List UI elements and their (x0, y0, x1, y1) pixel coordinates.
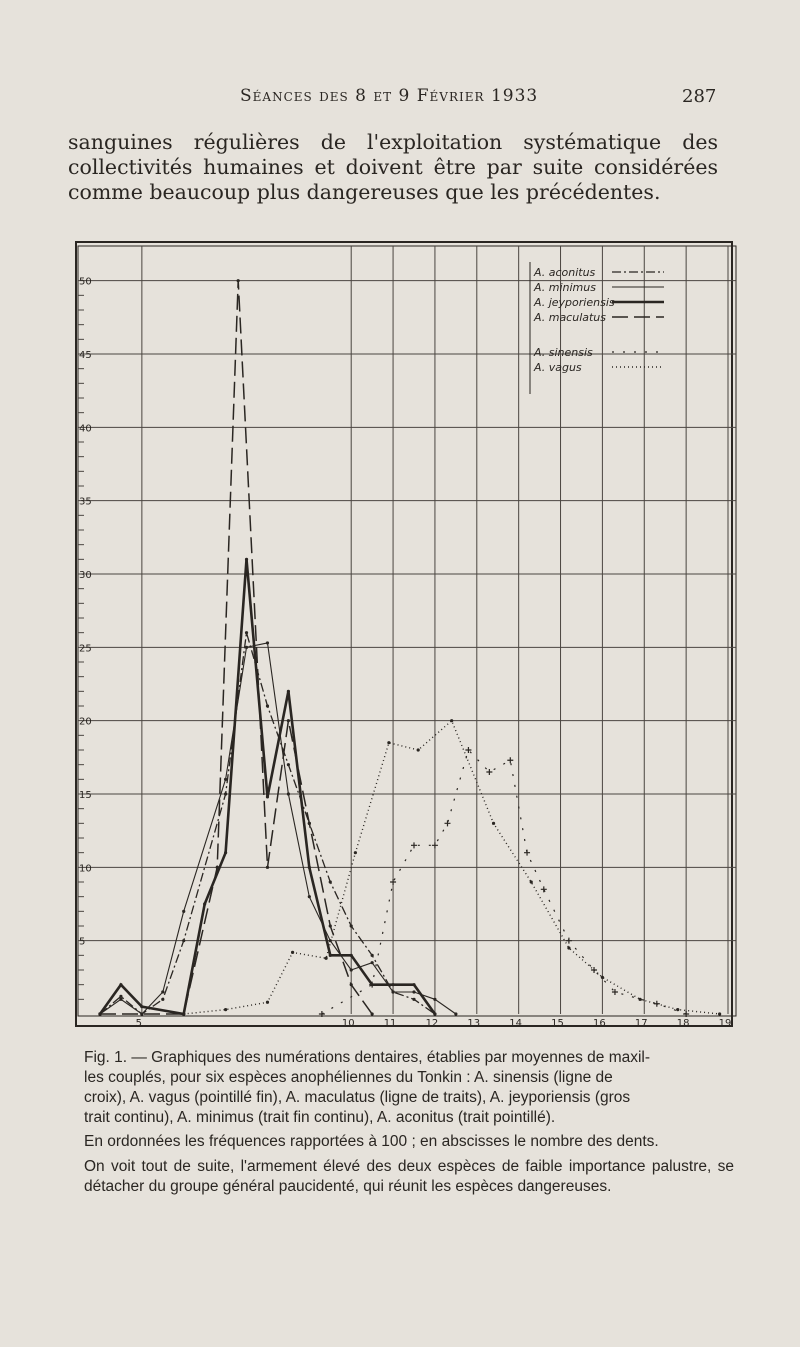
data-point-a-vagus (718, 1012, 721, 1015)
line-chart (60, 236, 740, 1036)
y-tick-label: 20 (79, 716, 92, 728)
data-point-a-vagus (676, 1008, 679, 1011)
x-tick-label: 15 (551, 1018, 564, 1029)
legend-label: A. maculatus (534, 311, 607, 324)
data-point-a-aconitus (266, 704, 269, 707)
data-point-a-maculatus (308, 822, 311, 825)
y-tick-label: 25 (79, 643, 92, 655)
data-point-a-maculatus (98, 1012, 101, 1015)
data-point-a-sinensis (541, 886, 547, 892)
data-point-a-vagus (266, 1001, 269, 1004)
data-point-a-jeyporiensis (266, 795, 269, 798)
data-point-a-maculatus (237, 279, 240, 282)
chart-figure (60, 236, 740, 1036)
data-point-a-aconitus (350, 924, 353, 927)
data-point-a-aconitus (182, 939, 185, 942)
running-header (0, 86, 800, 110)
data-point-a-jeyporiensis (433, 1012, 436, 1015)
y-tick-label: 30 (79, 570, 92, 581)
data-point-a-maculatus (266, 866, 269, 869)
axes-note: En ordonnées les fréquences rapportées à 100 ; en abscisses le nombre des dents. (84, 1133, 659, 1150)
data-point-a-vagus (638, 998, 641, 1001)
data-point-a-aconitus (329, 880, 332, 883)
data-point-a-minimus (454, 1012, 457, 1015)
plot-border (78, 246, 736, 1016)
x-tick-label: 18 (676, 1018, 690, 1029)
data-point-a-sinensis (654, 1001, 660, 1007)
y-tick-label: 45 (79, 350, 92, 361)
data-point-a-maculatus (350, 983, 353, 986)
data-point-a-minimus (266, 641, 269, 644)
x-tick-label: 19 (718, 1018, 732, 1029)
x-tick-label: 11 (383, 1018, 397, 1029)
y-tick-label: 35 (79, 496, 92, 508)
conclusion-paragraph: On voit tout de suite, l'armement élevé des deux espèces de faible importance palustre, se détacher du groupe général paucidenté, qui réunit les espèces dangereuses. (84, 1158, 734, 1195)
intro-paragraph: sanguines régulières de l'exploitation systématique des collectivités humaines et doivent être par suite considérées comme beaucoup plus dangereuses que les précédentes. (68, 130, 718, 204)
caption-line: trait continu), A. minimus (trait fin continu), A. aconitus (trait pointillé). (84, 1109, 556, 1126)
data-point-a-vagus (601, 976, 604, 979)
data-point-a-vagus (387, 741, 390, 744)
series-line-a-minimus (100, 643, 456, 1014)
data-point-a-jeyporiensis (329, 954, 332, 957)
legend-label: A. jeyporiensis (534, 296, 615, 309)
data-point-a-jeyporiensis (203, 902, 206, 905)
data-point-a-maculatus (371, 1012, 374, 1015)
data-point-a-jeyporiensis (391, 983, 394, 986)
caption-line: les couplés, pour six espèces anophéliennes du Tonkin : A. sinensis (ligne de (84, 1069, 613, 1086)
data-point-a-minimus (245, 646, 248, 649)
data-point-a-minimus (224, 778, 227, 781)
x-tick-label: 10 (341, 1018, 355, 1029)
data-point-a-aconitus (224, 792, 227, 795)
data-point-a-vagus (530, 880, 533, 883)
data-point-a-maculatus (287, 719, 290, 722)
data-point-a-minimus (182, 910, 185, 913)
data-point-a-sinensis (566, 938, 572, 944)
data-point-a-jeyporiensis (245, 558, 248, 561)
data-point-a-minimus (391, 990, 394, 993)
legend-label: A. minimus (534, 281, 596, 294)
data-point-a-vagus (567, 946, 570, 949)
data-point-a-sinensis (411, 842, 417, 848)
data-point-a-maculatus (216, 866, 219, 869)
data-point-a-aconitus (287, 763, 290, 766)
data-point-a-vagus (492, 822, 495, 825)
data-point-a-sinensis (444, 820, 450, 826)
data-point-a-vagus (354, 851, 357, 854)
data-point-a-vagus (417, 748, 420, 751)
data-point-a-vagus (324, 957, 327, 960)
x-tick-label: 16 (593, 1018, 606, 1029)
data-point-a-minimus (350, 968, 353, 971)
data-point-a-minimus (161, 990, 164, 993)
data-point-a-sinensis (390, 879, 396, 885)
data-point-a-sinensis (486, 769, 492, 775)
data-point-a-maculatus (329, 924, 332, 927)
page-number: 287 (682, 86, 717, 107)
data-point-a-aconitus (161, 998, 164, 1001)
y-tick-label: 40 (79, 423, 92, 435)
data-point-a-vagus (182, 1012, 185, 1015)
data-point-a-vagus (450, 719, 453, 722)
data-point-a-minimus (433, 998, 436, 1001)
data-point-a-jeyporiensis (287, 690, 290, 693)
series-line-a-aconitus (100, 633, 435, 1014)
series-line-a-sinensis (322, 750, 686, 1014)
data-point-a-jeyporiensis (350, 954, 353, 957)
data-point-a-jeyporiensis (119, 983, 122, 986)
data-point-a-minimus (287, 792, 290, 795)
y-tick-label: 15 (79, 790, 92, 801)
data-point-a-jeyporiensis (412, 983, 415, 986)
data-point-a-vagus (224, 1008, 227, 1011)
legend-label: A. vagus (534, 361, 582, 374)
y-tick-label: 50 (79, 276, 92, 288)
running-title: Séances des 8 et 9 Février 1933 (240, 86, 539, 106)
data-point-a-minimus (371, 961, 374, 964)
data-point-a-aconitus (371, 954, 374, 957)
data-point-a-vagus (291, 951, 294, 954)
data-point-a-sinensis (507, 757, 513, 763)
data-point-a-sinensis (432, 842, 438, 848)
data-point-a-jeyporiensis (140, 1005, 143, 1008)
figure-caption (84, 1048, 732, 1128)
y-tick-label: 5 (79, 936, 86, 948)
data-point-a-aconitus (119, 995, 122, 998)
chart-frame (76, 242, 732, 1026)
data-point-a-jeyporiensis (224, 851, 227, 854)
data-point-a-aconitus (245, 631, 248, 634)
y-tick-label: 10 (79, 863, 92, 875)
data-point-a-sinensis (524, 850, 530, 856)
data-point-a-minimus (140, 1012, 143, 1015)
x-tick-label: 12 (425, 1018, 439, 1029)
data-point-a-jeyporiensis (308, 866, 311, 869)
legend-label: A. sinensis (534, 346, 593, 359)
x-tick-label: 14 (509, 1018, 523, 1029)
series-line-a-jeyporiensis (100, 559, 435, 1014)
x-tick-label: 5 (135, 1018, 143, 1029)
x-tick-label: 13 (467, 1018, 481, 1029)
data-point-a-minimus (412, 990, 415, 993)
legend-label: A. aconitus (534, 266, 596, 279)
data-point-a-minimus (308, 895, 311, 898)
caption-line: Fig. 1. — Graphiques des numérations dentaires, établies par moyennes de maxil- (84, 1049, 651, 1066)
data-point-a-minimus (119, 998, 122, 1001)
x-tick-label: 17 (634, 1018, 648, 1029)
data-point-a-aconitus (412, 998, 415, 1001)
caption-line: croix), A. vagus (pointillé fin), A. maculatus (ligne de traits), A. jeyporiensis (gros (84, 1089, 631, 1106)
